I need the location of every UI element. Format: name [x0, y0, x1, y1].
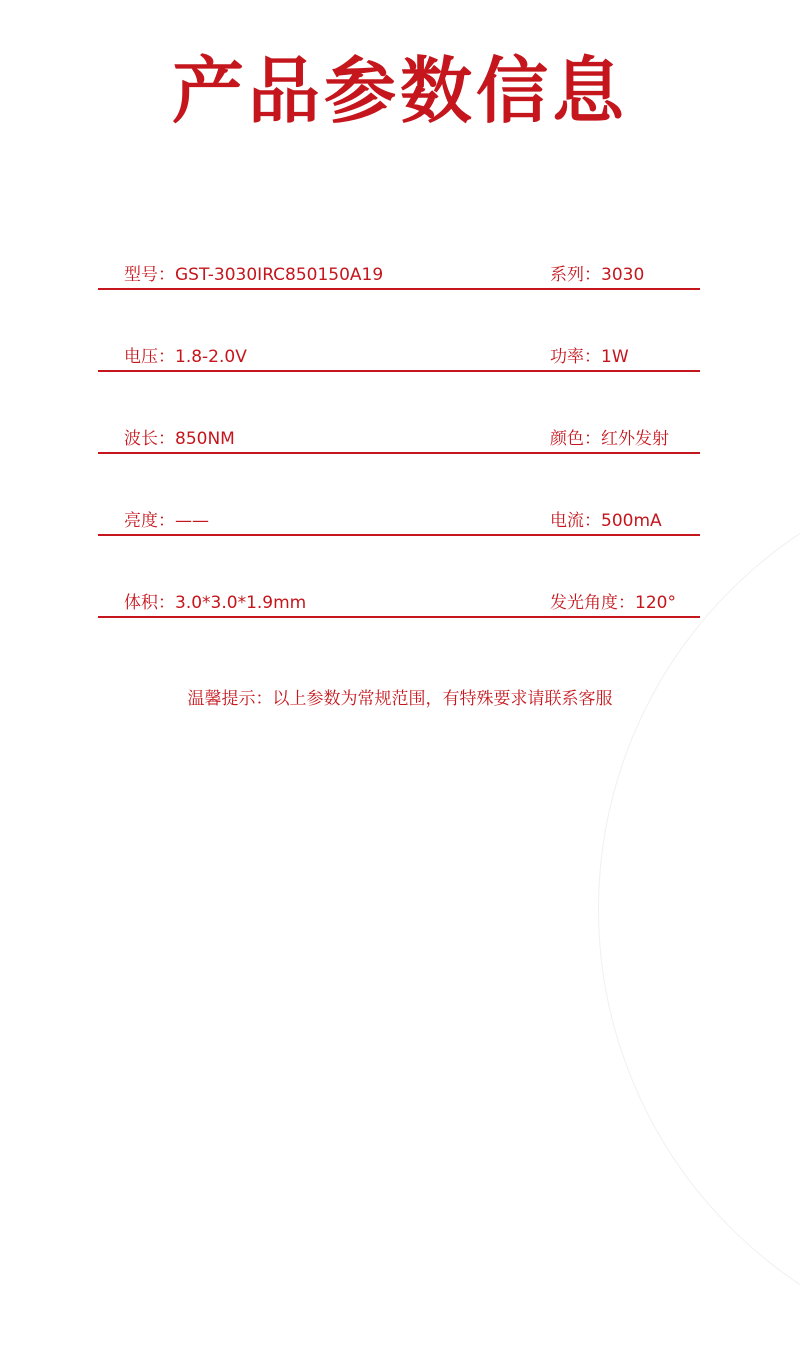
param-brightness: 亮度：——	[124, 511, 209, 531]
param-current: 电流：500mA	[550, 511, 662, 531]
param-wavelength: 波长：850NM	[124, 429, 235, 449]
param-color: 颜色：红外发射	[550, 429, 669, 449]
param-row-voltage	[98, 338, 700, 372]
param-voltage: 电压：1.8-2.0V	[124, 347, 247, 367]
param-size: 体积：3.0*3.0*1.9mm	[124, 593, 307, 613]
param-series: 系列：3030	[550, 265, 645, 285]
param-row-model	[98, 256, 700, 290]
tip-note: 温馨提示：以上参数为常规范围，有特殊要求请联系客服	[187, 689, 613, 709]
param-angle: 发光角度：120°	[550, 593, 676, 613]
param-row-wavelength	[98, 420, 700, 454]
param-row-size	[98, 584, 700, 618]
param-row-brightness	[98, 502, 700, 536]
param-power: 功率：1W	[550, 347, 629, 367]
param-table	[98, 256, 700, 666]
param-model: 型号：GST-3030IRC850150A19	[124, 265, 384, 285]
page-title: 产品参数信息	[171, 49, 628, 133]
